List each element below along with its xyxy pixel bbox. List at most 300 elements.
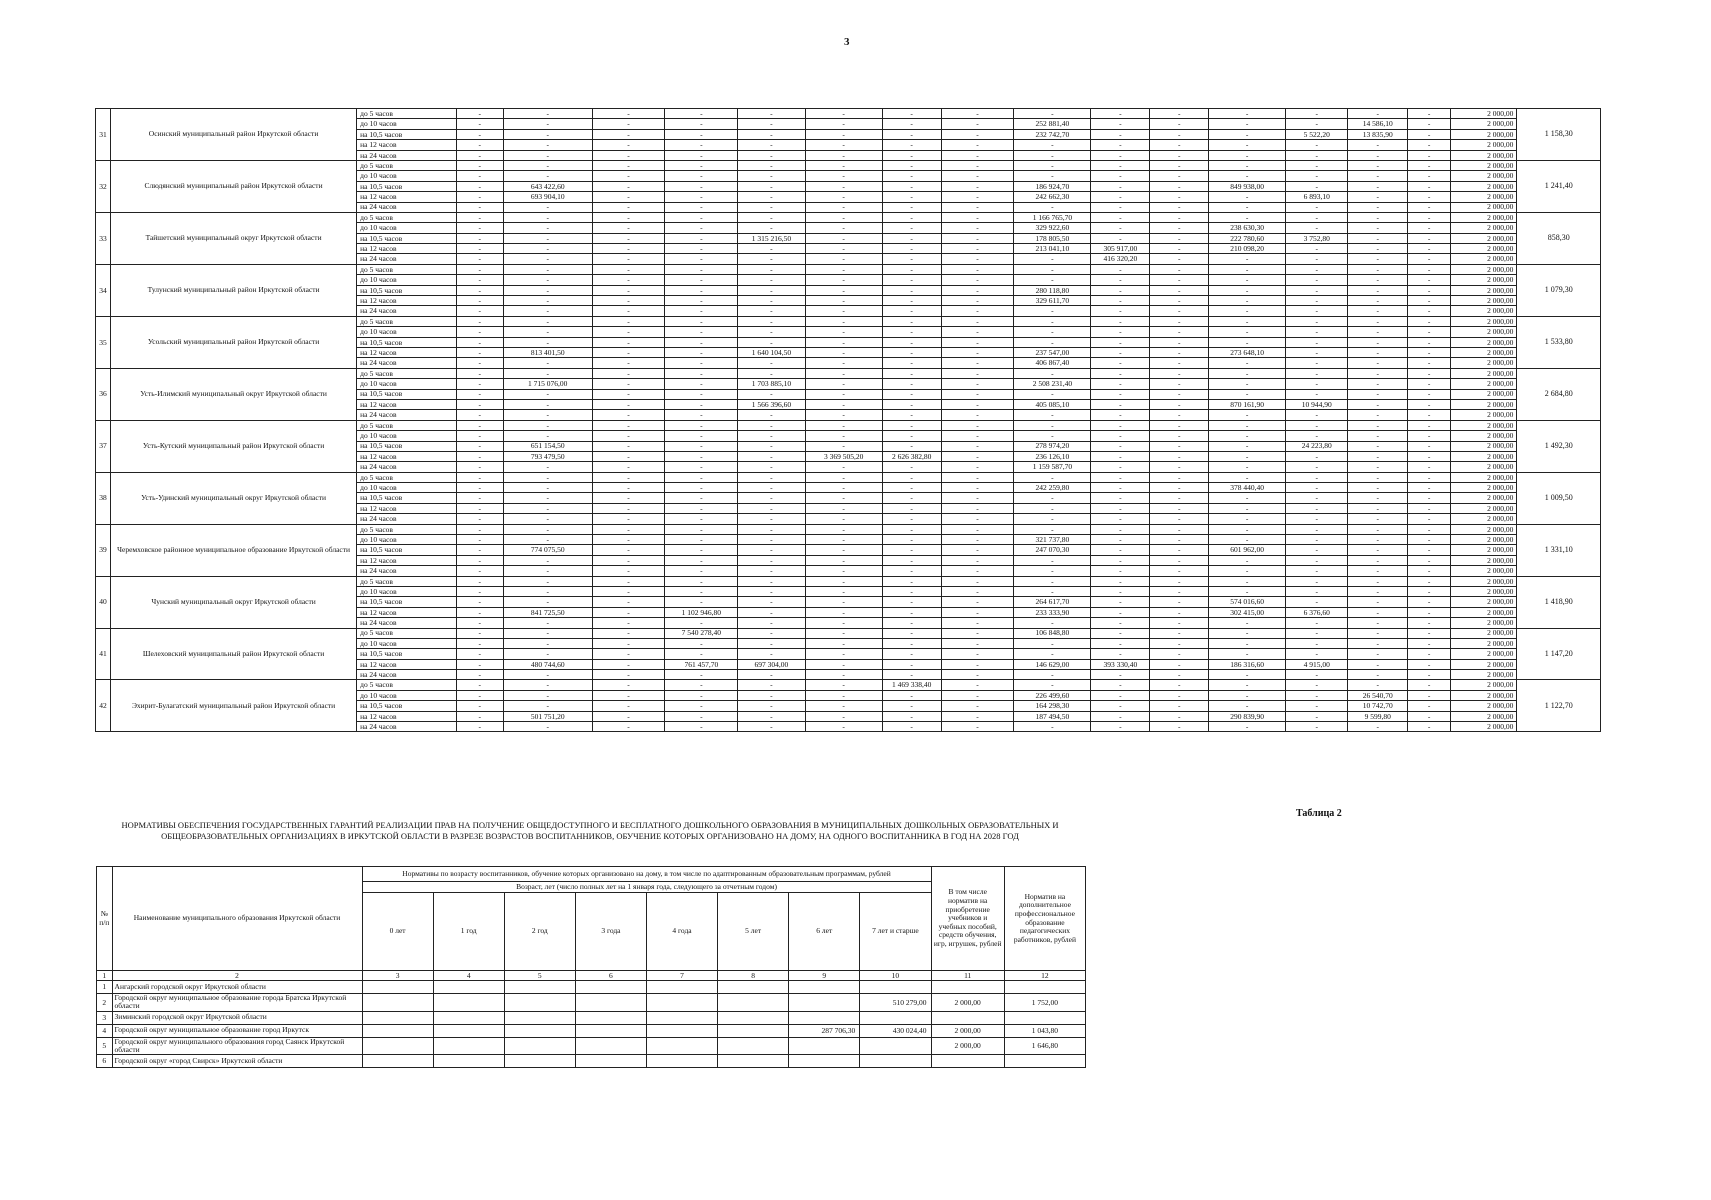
norm-cell: - <box>1091 379 1150 389</box>
norm-cell: - <box>1348 379 1408 389</box>
stay-period: до 5 часов <box>357 264 457 274</box>
norm-cell: - <box>1348 586 1408 596</box>
norm-cell: - <box>503 150 592 160</box>
norm-cell: 1 159 587,70 <box>1014 462 1091 472</box>
norm-cell: - <box>665 690 738 700</box>
stay-period: на 10,5 часов <box>357 441 457 451</box>
norm-cell: - <box>592 545 665 555</box>
norm-cell: 4 915,00 <box>1286 659 1348 669</box>
norm-cell: - <box>805 680 882 690</box>
norm-cell: - <box>882 233 941 243</box>
norm-cell: - <box>592 160 665 170</box>
norm-cell: 501 751,20 <box>503 711 592 721</box>
norm-cell: 237 547,00 <box>1014 347 1091 357</box>
norm-cell: - <box>1286 483 1348 493</box>
norm-cell: - <box>665 192 738 202</box>
norm-cell: - <box>665 171 738 181</box>
norm-cell: - <box>1150 524 1209 534</box>
stay-period: до 10 часов <box>357 483 457 493</box>
norm-cell: - <box>1408 410 1451 420</box>
norm-cell: - <box>1091 399 1150 409</box>
norm-cell: 480 744,60 <box>503 659 592 669</box>
norm-cell: - <box>882 420 941 430</box>
norm-cell: - <box>456 483 503 493</box>
age-norm-cell <box>646 981 717 994</box>
norm-cell: - <box>941 420 1014 430</box>
norm-cell: - <box>1150 171 1209 181</box>
norm-total: 2 000,00 <box>1451 441 1517 451</box>
norm-cell: - <box>805 244 882 254</box>
norm-cell: - <box>1150 160 1209 170</box>
incl-norm-cell: 2 000,00 <box>931 1037 1004 1055</box>
norm-cell: - <box>1209 254 1286 264</box>
norm-cell: - <box>1348 722 1408 732</box>
norm-cell: - <box>882 524 941 534</box>
norm-cell: - <box>1286 337 1348 347</box>
norm-cell: - <box>882 119 941 129</box>
norm-cell: - <box>941 545 1014 555</box>
norm-cell: - <box>882 171 941 181</box>
norm-cell: - <box>1091 711 1150 721</box>
norm-cell: - <box>805 503 882 513</box>
norm-total: 2 000,00 <box>1451 493 1517 503</box>
norm-total: 2 000,00 <box>1451 337 1517 347</box>
norm-cell: 406 867,40 <box>1014 358 1091 368</box>
norm-cell: - <box>456 701 503 711</box>
norm-cell: - <box>665 264 738 274</box>
prof-norm-cell <box>1004 1055 1085 1068</box>
norm-cell: - <box>738 649 805 659</box>
stay-period: до 10 часов <box>357 535 457 545</box>
prof-norm-value: 1 122,70 <box>1517 680 1601 732</box>
table-row <box>96 316 1601 326</box>
norm-cell: - <box>1408 379 1451 389</box>
column-index: 8 <box>718 971 789 981</box>
norm-cell: - <box>882 379 941 389</box>
norm-cell: - <box>1209 150 1286 160</box>
norm-total: 2 000,00 <box>1451 254 1517 264</box>
stay-period: на 12 часов <box>357 399 457 409</box>
norm-cell: - <box>1408 275 1451 285</box>
district-name: Эхирит-Булагатский муниципальный район Иркутской области <box>110 680 356 732</box>
norm-cell: - <box>805 649 882 659</box>
norm-cell: 601 962,00 <box>1209 545 1286 555</box>
norm-cell: - <box>1348 659 1408 669</box>
norm-cell: - <box>882 493 941 503</box>
norm-cell: - <box>1014 171 1091 181</box>
norm-cell: - <box>1014 264 1091 274</box>
norm-cell: - <box>503 316 592 326</box>
norm-cell: - <box>1408 254 1451 264</box>
norm-cell: - <box>1408 140 1451 150</box>
norm-cell: - <box>805 389 882 399</box>
norm-cell: - <box>1286 316 1348 326</box>
norm-cell: - <box>941 472 1014 482</box>
norm-cell: - <box>1150 431 1209 441</box>
stay-period: на 12 часов <box>357 659 457 669</box>
norm-cell: - <box>665 670 738 680</box>
age-header: 6 лет <box>789 893 860 971</box>
norm-cell: - <box>456 462 503 472</box>
prof-norm-value: 1 492,30 <box>1517 420 1601 472</box>
age-norm-cell <box>646 1024 717 1037</box>
district-number: 32 <box>96 160 111 212</box>
norm-cell: - <box>1091 285 1150 295</box>
table2-title: НОРМАТИВЫ ОБЕСПЕЧЕНИЯ ГОСУДАРСТВЕННЫХ ГАРАНТИЙ РЕАЛИЗАЦИИ ПРАВ НА ПОЛУЧЕНИЕ ОБЩЕДОСТУПНОГО И БЕСПЛАТНОГО ДОШКОЛЬНОГО ОБРАЗОВАНИЯ В МУНИЦИПАЛЬНЫХ ДОШКОЛЬНЫХ ОБРАЗОВАТЕЛЬНЫХ И ОБЩЕОБРАЗОВАТЕЛЬНЫХ ОРГАНИЗАЦИЯХ В ИРКУТСКОЙ ОБЛАСТИ В РАЗРЕЗЕ ВОЗРАСТОВ ВОСПИТАННИКОВ, ОБУЧЕНИЕ КОТОРЫХ ОРГАНИЗОВАНО НА ДОМУ, НА ОДНОГО ВОСПИТАННИКА В ГОД НА 2028 ГОД <box>121 820 1059 841</box>
norm-cell: 106 848,80 <box>1014 628 1091 638</box>
incl-norm-cell <box>931 981 1004 994</box>
age-norm-cell <box>718 994 789 1012</box>
norm-cell: - <box>1286 368 1348 378</box>
norm-cell: - <box>1348 233 1408 243</box>
norm-cell: - <box>1150 545 1209 555</box>
norm-cell: - <box>503 171 592 181</box>
norm-cell: - <box>1286 628 1348 638</box>
norm-cell: - <box>1408 327 1451 337</box>
norm-cell: - <box>1014 327 1091 337</box>
norm-cell: - <box>941 379 1014 389</box>
stay-period: на 24 часов <box>357 254 457 264</box>
norm-cell: - <box>941 109 1014 119</box>
norm-cell: - <box>1286 638 1348 648</box>
age-norm-cell <box>646 1037 717 1055</box>
column-index: 5 <box>504 971 575 981</box>
norm-cell: - <box>1091 618 1150 628</box>
norm-cell: - <box>1348 316 1408 326</box>
district-number: 33 <box>96 212 111 264</box>
norm-cell: - <box>665 140 738 150</box>
norm-cell: - <box>1348 223 1408 233</box>
norm-cell: - <box>1014 160 1091 170</box>
norm-total: 2 000,00 <box>1451 607 1517 617</box>
stay-period: до 5 часов <box>357 316 457 326</box>
norm-cell: - <box>1408 535 1451 545</box>
norm-cell: 813 401,50 <box>503 347 592 357</box>
norm-cell: - <box>882 618 941 628</box>
norm-cell: - <box>805 670 882 680</box>
norm-cell: - <box>592 576 665 586</box>
stay-period: до 5 часов <box>357 420 457 430</box>
norm-cell: - <box>592 337 665 347</box>
norm-cell: - <box>805 109 882 119</box>
norm-cell: - <box>805 316 882 326</box>
norm-cell: - <box>941 555 1014 565</box>
norm-cell: - <box>1209 327 1286 337</box>
norm-cell: - <box>456 472 503 482</box>
row-number: 6 <box>97 1055 113 1068</box>
norm-cell: - <box>1014 420 1091 430</box>
norm-cell: - <box>805 233 882 243</box>
column-index: 7 <box>646 971 717 981</box>
norm-total: 2 000,00 <box>1451 420 1517 430</box>
norm-cell: 187 494,50 <box>1014 711 1091 721</box>
norm-cell: - <box>1014 140 1091 150</box>
norm-total: 2 000,00 <box>1451 119 1517 129</box>
prof-norm-cell: 1 752,00 <box>1004 994 1085 1012</box>
norm-cell: - <box>665 223 738 233</box>
norm-cell: - <box>1209 555 1286 565</box>
norm-cell: - <box>1091 275 1150 285</box>
t2-header-incl: В том числе норматив на приобретение учебников и учебных пособий, средств обучения, игр, игрушек, рублей <box>931 867 1004 971</box>
age-norm-cell <box>860 1055 931 1068</box>
norm-cell: - <box>1150 140 1209 150</box>
norm-cell: - <box>1091 493 1150 503</box>
norm-cell: - <box>738 514 805 524</box>
norm-cell: - <box>1286 618 1348 628</box>
district-name: Черемховское районное муниципальное образование Иркутской области <box>110 524 356 576</box>
norm-cell: 9 599,80 <box>1348 711 1408 721</box>
norm-cell: - <box>941 181 1014 191</box>
norm-cell: - <box>1348 254 1408 264</box>
norm-cell: - <box>1091 503 1150 513</box>
norm-cell: - <box>1348 109 1408 119</box>
norm-cell: - <box>592 555 665 565</box>
norm-cell: - <box>805 576 882 586</box>
norm-total: 2 000,00 <box>1451 462 1517 472</box>
norm-cell: - <box>665 368 738 378</box>
age-norm-cell <box>718 1011 789 1024</box>
norm-cell: - <box>592 451 665 461</box>
norm-cell: - <box>456 389 503 399</box>
norm-cell: - <box>665 212 738 222</box>
norm-cell: - <box>1408 618 1451 628</box>
norm-cell: - <box>1014 254 1091 264</box>
norm-cell: - <box>1150 285 1209 295</box>
norm-cell: - <box>665 119 738 129</box>
norm-cell: - <box>592 389 665 399</box>
norm-cell: - <box>1286 202 1348 212</box>
norm-cell: - <box>882 566 941 576</box>
norm-cell: - <box>1286 462 1348 472</box>
norm-cell: - <box>805 171 882 181</box>
norm-cell: - <box>738 316 805 326</box>
stay-period: на 24 часов <box>357 462 457 472</box>
norm-cell: - <box>665 524 738 534</box>
norm-cell: - <box>1091 545 1150 555</box>
norm-cell: - <box>592 607 665 617</box>
norm-cell: - <box>503 223 592 233</box>
norm-cell: - <box>1091 628 1150 638</box>
norm-cell: 1 703 885,10 <box>738 379 805 389</box>
norm-total: 2 000,00 <box>1451 555 1517 565</box>
age-norm-cell <box>433 1024 504 1037</box>
norm-cell: - <box>738 690 805 700</box>
t2-header-name: Наименование муниципального образования Иркутской области <box>112 867 362 971</box>
norm-cell: 302 415,00 <box>1209 607 1286 617</box>
stay-period: на 10,5 часов <box>357 649 457 659</box>
norm-cell: - <box>592 441 665 451</box>
norm-cell: - <box>503 285 592 295</box>
norm-total: 2 000,00 <box>1451 711 1517 721</box>
norm-cell: - <box>1408 233 1451 243</box>
norm-cell: - <box>1091 389 1150 399</box>
norm-cell: - <box>882 337 941 347</box>
norm-cell: - <box>805 410 882 420</box>
norm-cell: - <box>1014 306 1091 316</box>
norm-cell: - <box>1408 212 1451 222</box>
norm-cell: - <box>592 722 665 732</box>
norm-cell: - <box>941 347 1014 357</box>
norm-cell: - <box>805 628 882 638</box>
stay-period: до 5 часов <box>357 368 457 378</box>
norm-cell: - <box>592 638 665 648</box>
norm-cell: - <box>1150 296 1209 306</box>
norm-cell: - <box>882 368 941 378</box>
norm-cell: - <box>1286 649 1348 659</box>
stay-period: до 10 часов <box>357 379 457 389</box>
norm-cell: - <box>1209 503 1286 513</box>
norm-cell: - <box>941 275 1014 285</box>
norm-cell: - <box>882 545 941 555</box>
municipality-name: Городской округ «город Свирск» Иркутской области <box>112 1055 362 1068</box>
norm-cell: - <box>456 586 503 596</box>
norm-total: 2 000,00 <box>1451 347 1517 357</box>
norm-total: 2 000,00 <box>1451 181 1517 191</box>
norm-cell: - <box>456 410 503 420</box>
norm-total: 2 000,00 <box>1451 223 1517 233</box>
norm-cell: - <box>1348 628 1408 638</box>
age-norm-cell <box>646 1055 717 1068</box>
norm-cell: 264 617,70 <box>1014 597 1091 607</box>
norm-cell: - <box>1150 628 1209 638</box>
norm-cell: 278 974,20 <box>1014 441 1091 451</box>
norm-cell: - <box>1286 493 1348 503</box>
age-header: 1 год <box>433 893 504 971</box>
norm-cell: - <box>503 680 592 690</box>
norm-cell: - <box>1286 140 1348 150</box>
age-norm-cell <box>504 1011 575 1024</box>
age-norm-cell <box>718 1024 789 1037</box>
stay-period: на 12 часов <box>357 296 457 306</box>
norm-cell: - <box>1091 181 1150 191</box>
norm-cell: - <box>882 109 941 119</box>
norm-cell: - <box>882 503 941 513</box>
column-index: 4 <box>433 971 504 981</box>
norm-cell: - <box>805 160 882 170</box>
norm-cell: - <box>1091 638 1150 648</box>
norm-cell: - <box>503 327 592 337</box>
age-header: 2 год <box>504 893 575 971</box>
norm-cell: - <box>941 597 1014 607</box>
norm-cell: - <box>882 160 941 170</box>
norm-total: 2 000,00 <box>1451 472 1517 482</box>
norm-cell: - <box>1286 451 1348 461</box>
norm-cell: - <box>1348 264 1408 274</box>
district-name: Осинский муниципальный район Иркутской области <box>110 109 356 161</box>
norm-cell: 273 648,10 <box>1209 347 1286 357</box>
norm-total: 2 000,00 <box>1451 701 1517 711</box>
norm-cell: - <box>738 618 805 628</box>
norm-cell: - <box>592 597 665 607</box>
norm-cell: - <box>1408 514 1451 524</box>
age-norm-cell <box>433 1011 504 1024</box>
age-norm-cell <box>504 1024 575 1037</box>
norm-cell: - <box>1348 410 1408 420</box>
norm-cell: - <box>1091 212 1150 222</box>
norm-cell: - <box>1150 347 1209 357</box>
norm-cell: - <box>1348 399 1408 409</box>
norm-cell: - <box>592 150 665 160</box>
norm-cell: - <box>503 212 592 222</box>
norm-cell: - <box>503 129 592 139</box>
age-header: 3 года <box>575 893 646 971</box>
norm-cell: - <box>1014 410 1091 420</box>
norm-cell: - <box>503 119 592 129</box>
prof-norm-value: 1 158,30 <box>1517 109 1601 161</box>
norm-cell: - <box>1408 306 1451 316</box>
norm-cell: - <box>1209 296 1286 306</box>
norm-cell: - <box>592 503 665 513</box>
norm-cell: - <box>1091 420 1150 430</box>
norm-cell: - <box>592 254 665 264</box>
norm-cell: - <box>456 649 503 659</box>
norm-cell: - <box>738 607 805 617</box>
norm-cell: - <box>805 431 882 441</box>
norm-cell: - <box>592 306 665 316</box>
norm-cell: - <box>1408 109 1451 119</box>
norm-cell: - <box>1091 233 1150 243</box>
norm-cell: - <box>1150 275 1209 285</box>
norm-cell: - <box>456 680 503 690</box>
norm-cell: - <box>592 275 665 285</box>
stay-period: на 24 часов <box>357 722 457 732</box>
norm-total: 2 000,00 <box>1451 670 1517 680</box>
norm-cell: - <box>1091 109 1150 119</box>
norm-cell: - <box>456 420 503 430</box>
norm-cell: - <box>592 618 665 628</box>
norm-cell: - <box>1014 275 1091 285</box>
norm-cell: - <box>882 410 941 420</box>
norm-cell: - <box>738 722 805 732</box>
norm-cell: - <box>503 576 592 586</box>
norm-cell: - <box>503 431 592 441</box>
norm-cell: - <box>941 399 1014 409</box>
norm-total: 2 000,00 <box>1451 109 1517 119</box>
norm-cell: 6 893,10 <box>1286 192 1348 202</box>
norm-cell: - <box>738 483 805 493</box>
row-number: 1 <box>97 981 113 994</box>
norm-cell: 252 881,40 <box>1014 119 1091 129</box>
incl-norm-cell: 2 000,00 <box>931 994 1004 1012</box>
stay-period: до 10 часов <box>357 638 457 648</box>
norm-cell: 697 304,00 <box>738 659 805 669</box>
norm-cell: - <box>805 119 882 129</box>
norm-cell: - <box>1286 264 1348 274</box>
district-number: 39 <box>96 524 111 576</box>
stay-period: на 12 часов <box>357 711 457 721</box>
norm-cell: - <box>882 597 941 607</box>
norm-cell: 774 075,50 <box>503 545 592 555</box>
norm-cell: - <box>1348 566 1408 576</box>
norm-cell: - <box>456 192 503 202</box>
norm-cell: - <box>1150 150 1209 160</box>
norm-cell: - <box>1348 150 1408 160</box>
norm-cell: - <box>503 701 592 711</box>
stay-period: на 10,5 часов <box>357 233 457 243</box>
norm-total: 2 000,00 <box>1451 576 1517 586</box>
norm-cell: - <box>456 171 503 181</box>
norm-total: 2 000,00 <box>1451 306 1517 316</box>
norm-cell: - <box>738 576 805 586</box>
norm-cell: - <box>1209 441 1286 451</box>
norm-cell: - <box>805 399 882 409</box>
norm-cell: - <box>941 264 1014 274</box>
table-row <box>97 981 1086 994</box>
norm-cell: 146 629,00 <box>1014 659 1091 669</box>
norm-cell: - <box>805 368 882 378</box>
norm-cell: - <box>456 690 503 700</box>
age-norm-cell <box>646 1011 717 1024</box>
